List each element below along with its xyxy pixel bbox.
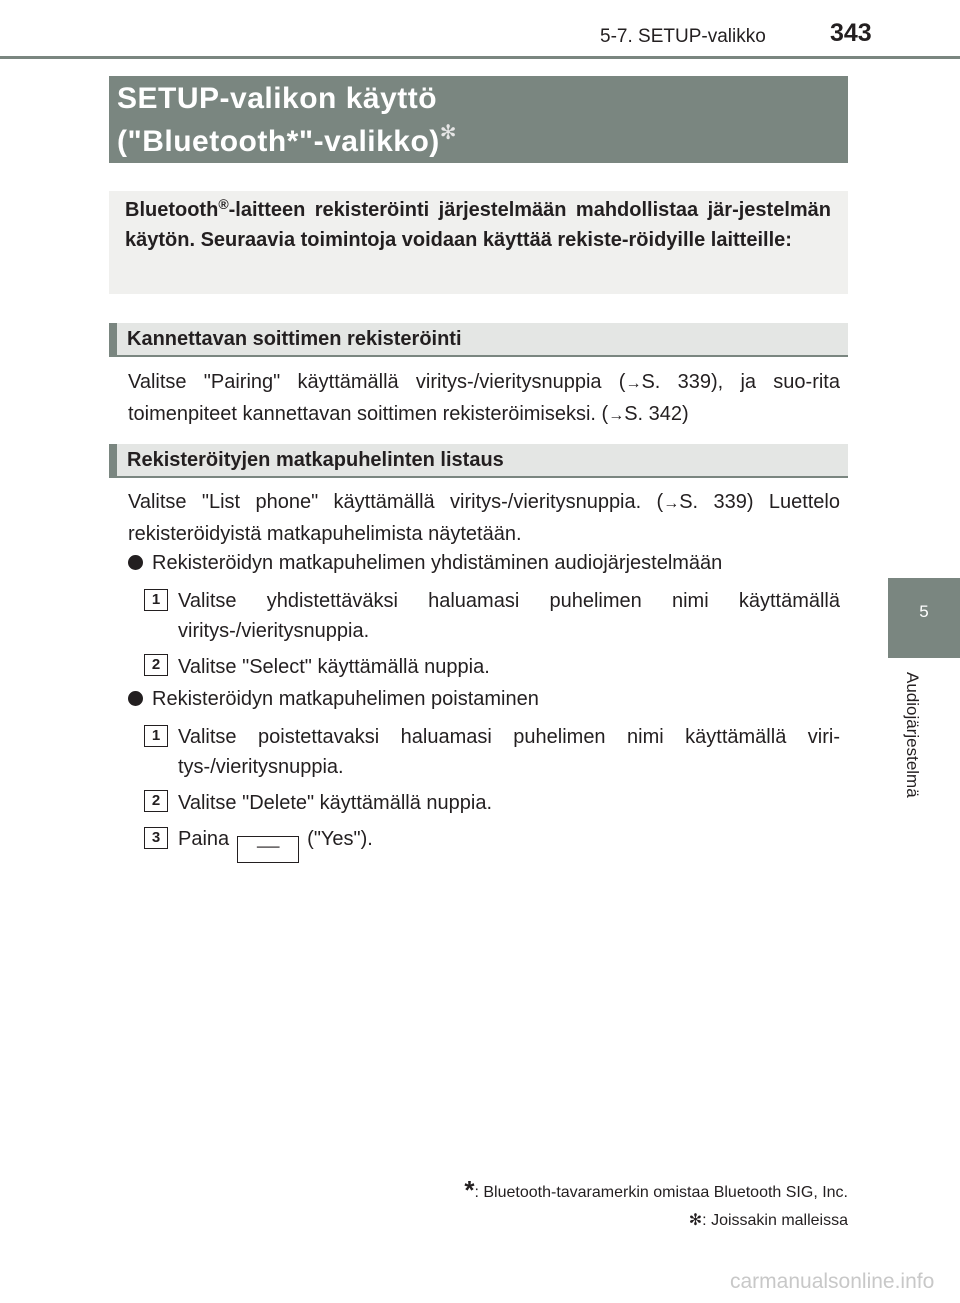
footnote-asterisk-icon: * [464,1175,475,1205]
step-text: Valitse "Delete" käyttämällä nuppia. [178,792,492,814]
page-title-box [109,76,848,163]
section-heading-list-phone [109,444,848,478]
watermark-text: carmanualsonline.info [730,1270,935,1293]
bullet-delete-text: Rekisteröidyn matkapuhelimen poistaminen [152,688,539,710]
reference-arrow-icon: → [625,375,642,392]
step-text: Valitse "Select" käyttämällä nuppia. [178,656,490,678]
intro-text-part-1: Bluetooth [125,199,219,221]
step-number-badge: 2 [144,654,168,676]
intro-text-part-2: -laitteen rekisteröinti järjestelmään mahdollistaa jär-jestelmän käytön. Seuraavia toimintoja voidaan käyttää rekiste-röidyille laitteille: [125,199,831,251]
yes-button-icon: ── [237,836,299,863]
step-number-badge: 2 [144,790,168,812]
list-phone-text-part-2: S. 339) Luettelo rekisteröidyistä matkapuhelimista näytetään. [128,491,840,545]
step-number-badge: 1 [144,589,168,611]
footnote-bluetooth-text: : Bluetooth-tavaramerkin omistaa Bluetooth SIG, Inc. [474,1184,848,1201]
section-pairing-text [128,367,840,431]
bullet-dot-icon [128,555,143,570]
section-heading-pairing [109,323,848,357]
chapter-label: Audiojärjestelmä [903,672,922,798]
step-text-before: Paina [178,828,230,850]
page-title-line-2-text: ("Bluetooth*"-valikko) [117,125,440,158]
step-number-badge: 1 [144,725,168,747]
list-phone-text-part-1: Valitse "List phone" käyttämällä viritys-/vieritysnuppia. ( [128,491,664,513]
page-title-line-2 [117,120,457,159]
footnote-model-text: : Joissakin malleissa [702,1212,848,1229]
intro-text [125,195,831,255]
page-number: 343 [830,19,872,47]
model-note-star-icon: ✻ [439,122,458,144]
chapter-tab-number: 5 [919,602,929,621]
chapter-tab [888,578,960,658]
header-divider [0,56,960,59]
footnote-star-icon: ✻ [688,1212,703,1229]
step-text [178,824,840,863]
step-text-after: ("Yes"). [307,828,373,850]
reference-arrow-icon: → [608,407,625,424]
pairing-text-part-2: S. 339), ja suo-rita toimenpiteet kannettavan soittimen rekisteröimiseksi. ( [128,371,840,425]
intro-box [109,191,848,294]
pairing-text-part-1: Valitse "Pairing" käyttämällä viritys-/vieritysnuppia ( [128,371,626,393]
section-heading-list-phone-text: Rekisteröityjen matkapuhelinten listaus [127,449,504,471]
bullet-dot-icon [128,691,143,706]
footnote-model-note [689,1210,848,1230]
bullet-delete [128,684,539,714]
footnote-bluetooth-trademark [464,1175,848,1206]
step-number-badge: 3 [144,827,168,849]
section-list-phone-text [128,487,840,549]
bullet-connect [128,548,722,578]
page-title-line-1: SETUP-valikon käyttö [117,82,438,115]
section-heading-pairing-text: Kannettavan soittimen rekisteröinti [127,328,462,350]
reference-arrow-icon: → [663,495,680,512]
step-text: Valitse yhdistettäväksi haluamasi puhelimen nimi käyttämällä viritys-/vieritysnuppia. [178,590,840,642]
header-section-title: 5-7. SETUP-valikko [600,26,766,47]
step-text: Valitse poistettavaksi haluamasi puhelimen nimi käyttämällä viri-tys-/vieritysnuppia. [178,726,840,778]
registered-mark: ® [218,196,229,212]
bullet-connect-text: Rekisteröidyn matkapuhelimen yhdistäminen audiojärjestelmään [152,552,723,574]
pairing-text-part-3: S. 342) [624,403,689,425]
